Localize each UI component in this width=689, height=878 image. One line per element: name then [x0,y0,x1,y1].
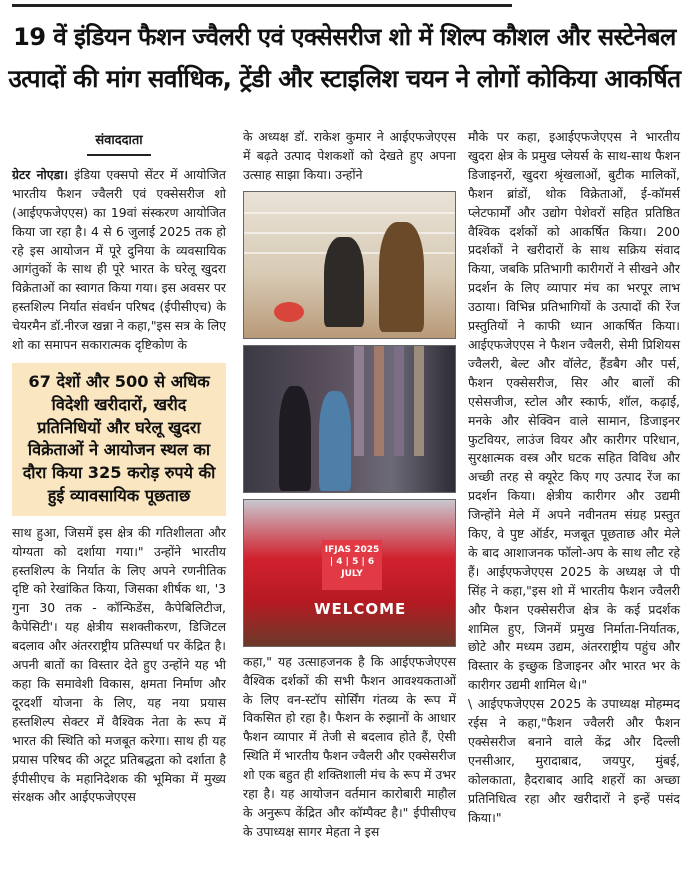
column-3 [468,128,680,828]
column-1 [12,128,226,807]
photo-display-rack [394,346,404,456]
photo-shelf [244,212,455,214]
photo-flowers [274,302,304,322]
dateline: ग्रेटर नोएडा। [12,166,69,182]
photo-exhibitor-stall [243,191,456,339]
photo-jewellery-display [243,345,456,493]
photo-display-rack [374,346,384,456]
pull-quote: 67 देशों और 500 से अधिक विदेशी खरीदारों, खरीद प्रतिनिधियों और घरेलू खुदरा विक्रेताओं ने आयोजन स्थल का दौरा किया 325 करोड़ रुपये की हुई व्यावसायिक पूछताछ [12,363,226,516]
col1-para1-text: इंडिया एक्सपो सेंटर में आयोजित भारतीय फैशन ज्वैलरी एवं एक्सेसरीज शो (आईएफजेएएस) का 19वां संस्करण आयोजित किया जा रहा है। 4 से 6 जुलाई 2025 तक हो रहे इस आयोजन में पूरे दुनिया के व्यवसायिक आगंतुकों के साथ ही पूरे भारत के घरेलू खुदरा विक्रेताओं का स्वागत किया गया। इस अवसर पर हस्तशिल्प निर्यात संवर्धन परिषद (ईपीसीएच) के चेयरमैन डॉ.नीरज खन्ना ने कहा,"इस सत्र के लिए शो का समापन सकारात्मक दृष्टिकोण के [12,166,226,353]
headline-line-1: 19 वें इंडियन फैशन ज्वैलरी एवं एक्सेसरीज शो में शिल्प कौशल और सस्टेनेबल [13,23,676,51]
col2-para2: कहा," यह उत्साहजनक है कि आईएफजेएएस वैश्विक दर्शकों की सभी फैशन आवश्यकताओं के लिए वन-स्टॉप सोर्सिंग गंतव्य के रूप में विकसित हो रहा है। फैशन के रुझानों के आधार फैशन व्यापार में तेजी से बदलाव होते हैं, ऐसी स्थिति में भारतीय फैशन ज्वैलरी और एक्सेसरीज शो एक बहुत ही शक्तिशाली मंच के रूप में उभर रहा है। यह आयोजन वर्तमान कारोबारी माहौल के अनुरूप केंद्रित और कॉम्पैक्ट है।" ईपीसीएच के उपाध्यक्ष सागर मेहता ने इस [243,653,456,839]
photo-visitor-figure [319,391,351,491]
photo-display-rack [354,346,364,456]
photo-display-rack [414,346,424,456]
photo-visitor-figure [324,237,364,327]
top-rule [12,4,512,7]
photo-visitor-figure [379,222,424,332]
headline [8,16,681,100]
col2-para1: के अध्यक्ष डॉ. राकेश कुमार ने आईएफजेएएस में बढ़ते उत्पाद पेशकशों को देखते हुए अपना उत्साह साझा किया। उन्होंने [243,129,456,182]
photo-venue-entrance [243,499,456,647]
byline-text: संवाददाता [87,132,150,156]
photo-visitor-figure [279,386,311,491]
photo-shelf [244,232,455,234]
photo-welcome-banner: WELCOME [314,599,407,618]
col3-para1: मौके पर कहा, इआईएफजेएएस ने भारतीय खुदरा क्षेत्र के प्रमुख प्लेयर्स के साथ-साथ फैशन डिजाइनरों, खुदरा श्रृंखलाओं, बुटीक मालिकों, फैशन ब्रांडों, थोक विक्रेताओं, ई-कॉमर्स प्लेटफार्मों और उद्योग पेशेवरों सहित प्रतिष्ठित वैश्विक दर्शकों को आकर्षित किया। 200 प्रदर्शकों ने खरीदारों के साथ सक्रिय संवाद किया, जबकि प्रतिभागी कारीगरों ने सीखने और प्रदर्शन के लिए व्यापार मंच का भरपूर लाभ उठाया। विभिन्न प्रतिभागियों के उत्पादों की रेंज प्रस्तुतियों ने काफी ध्यान आकर्षित किया। आईएफजेएएस ने फैशन ज्वैलरी, सेमी प्रिशियस ज्वैलरी, बेल्ट और वॉलेट, हैंडबैग और पर्स, फैशन एक्सेसरीज, सिर और बालों की एसेसजीज, स्टोल और स्कार्फ, शॉल, कढ़ाई, मनके और सेक्विन वाले सामान, डिजाइनर फुटवियर, लाउंज वियर और कारीगर परिधान, सुरक्षात्मक वस्त्र और घटक सहित विविध और अच्छी तरह से क्यूरेट किए गए उत्पाद रेंज का प्रदर्शन किया। क्षेत्रीय कारीगर और उद्यमी जिन्होंने मेले में अपने नवीनतम संग्रह प्रस्तुत किए, वे पुष्ट ऑर्डर, मजबूत पूछताछ और मेले के बाद आशाजनक फॉलो-अप के साथ लौट रहे हैं। आईएफजेएएस 2025 के अध्यक्ष जे पी सिंह ने कहा,"इस शो में भारतीय फैशन ज्वैलरी और फैशन एक्सेसरीज क्षेत्र के कई प्रदर्शक शामिल हुए, जिनमें प्रमुख निर्माता-निर्यातक, छोटे और मध्यम उद्यम, अंतरराष्ट्रीय पहुंच और विस्तार के इच्छुक डिजाइनर और भारत भर के कारीगर उद्यमी शामिल थे।" [468,129,680,693]
column-2 [243,128,456,842]
col1-para1 [12,166,226,355]
byline [12,132,226,156]
headline-line-2: उत्पादों की मांग सर्वाधिक, ट्रेंडी और स्टाइलिश चयन ने लोगों कोकिया आकर्षित [8,64,681,93]
col3-para2: \ आईएफजेएएस 2025 के उपाध्यक्ष मोहम्मद रईस ने कहा,"फैशन ज्वैलरी और फैशन एक्सेसरीज बनाने वाले केंद्र और दिल्ली एनसीआर, मुरादाबाद, जयपुर, मुंबई, कोलकाता, हैदराबाद आदि शहरों का अच्छा प्रतिनिधित्व रहा और खरीदारों ने इन्हें पसंद किया।" [468,696,680,825]
photo-event-sign: IFJAS 2025 | 4 | 5 | 6 JULY [322,540,382,590]
col1-para2: साथ हुआ, जिसमें इस क्षेत्र की गतिशीलता और योग्यता को दर्शाया गया।" उन्होंने भारतीय हस्तशिल्प के निर्यात के लिए अपने रणनीतिक दृष्टि को रेखांकित किया, जिसका शीर्षक था, '3 गुना 30 तक - कॉन्फिडेंस, कैपेबिलिटीज, कैपेसिटी'। यह क्षेत्रीय सशक्तीकरण, डिजिटल बदलाव और अंतरराष्ट्रीय प्रतिस्पर्धा पर केंद्रित है। अपनी बातों का विस्तार देते हुए उन्होंने यह भी कहा कि समावेशी विकास, क्षमता निर्माण और दूरदर्शी योजना के लिए, यह नया प्रयास हस्तशिल्प सेक्टर में वैश्विक नेता के रूप में भारत की स्थिति को मजबूत करेगा। साथ ही यह प्रयास परिषद की अटूट प्रतिबद्धता को दर्शाता है ईपीसीएच के महानिदेशक की भूमिका में मुख्य संरक्षक और आईएफजेएएस [12,524,226,805]
